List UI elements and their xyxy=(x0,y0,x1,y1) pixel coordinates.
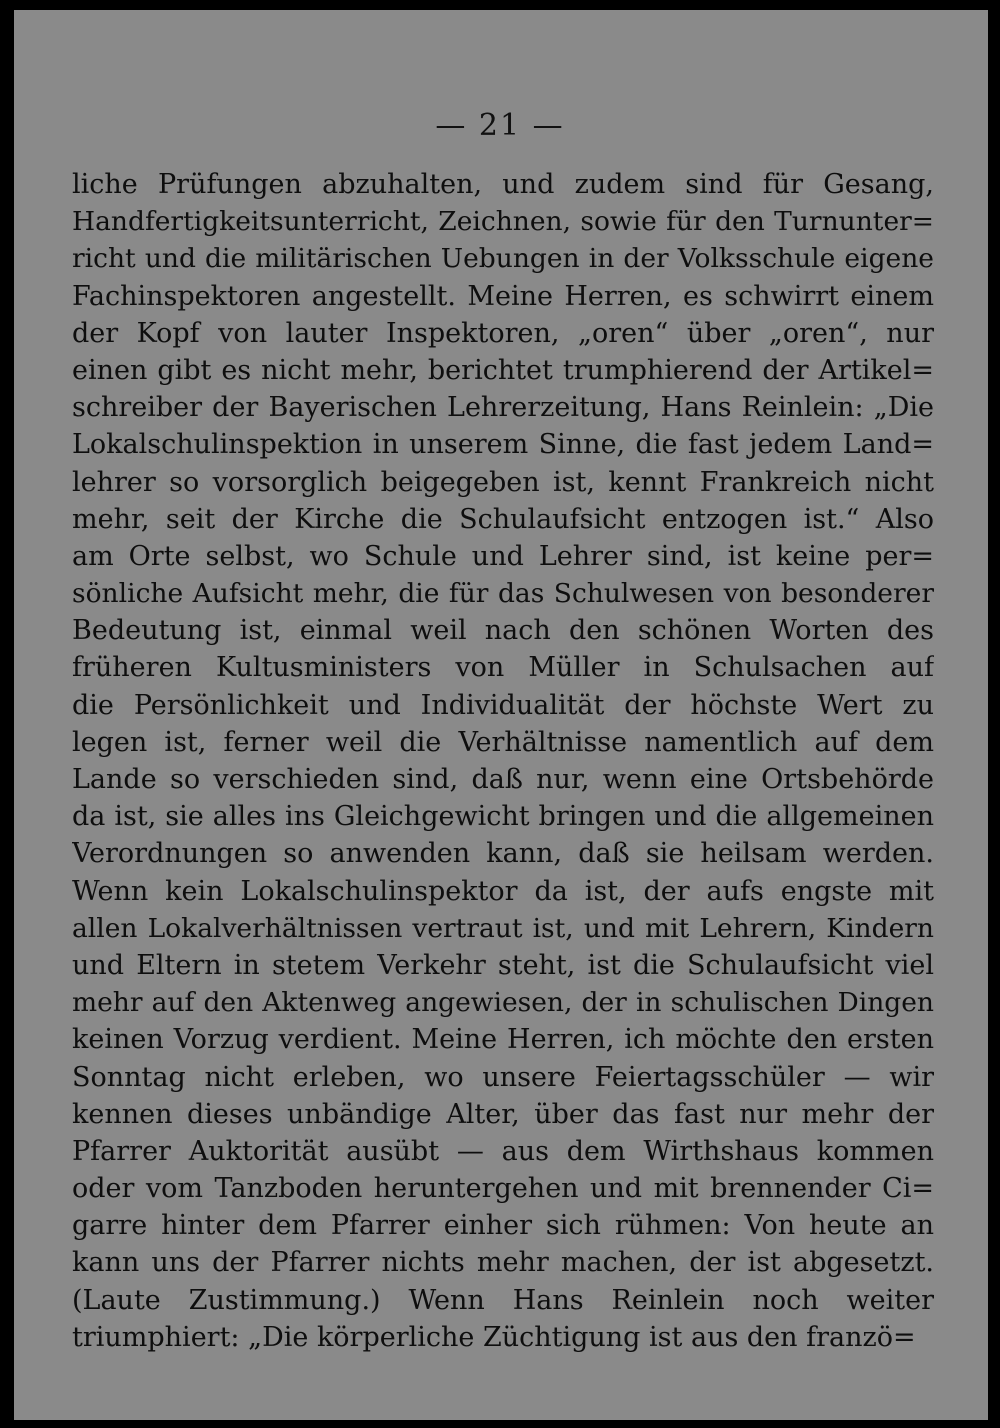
text-line: am Orte selbst, wo Schule und Lehrer sind, ist keine per= xyxy=(72,540,934,572)
text-line: garre hinter dem Pfarrer einher sich rühmen: Von heute an xyxy=(72,1210,934,1242)
text-line: Sonntag nicht erleben, wo unsere Feiertagsschüler — wir xyxy=(72,1061,934,1093)
text-line: allen Lokalverhältnissen vertraut ist, und mit Lehrern, Kindern xyxy=(72,912,934,944)
text-line: Pfarrer Auktorität ausübt — aus dem Wirthshaus kommen xyxy=(72,1135,934,1167)
text-line: mehr auf den Aktenweg angewiesen, der in schulischen Dingen xyxy=(72,987,934,1019)
text-line: Lande so verschieden sind, daß nur, wenn eine Ortsbehörde xyxy=(72,764,934,795)
text-line: (Laute Zustimmung.) Wenn Hans Reinlein noch weiter xyxy=(72,1284,934,1316)
text-line: da ist, sie alles ins Gleichgewicht bringen und die allgemeinen xyxy=(72,801,934,833)
text-line: früheren Kultusministers von Müller in Schulsachen auf xyxy=(72,652,934,684)
text-line: sönliche Aufsicht mehr, die für das Schulwesen von besonderer xyxy=(72,578,934,610)
text-line: Handfertigkeitsunterricht, Zeichnen, sowie für den Turnunter= xyxy=(72,206,934,238)
text-line: und Eltern in stetem Verkehr steht, ist die Schulaufsicht viel xyxy=(72,949,934,981)
text-line: keinen Vorzug verdient. Meine Herren, ich möchte den ersten xyxy=(72,1024,934,1056)
text-line: oder vom Tanzboden heruntergehen und mit brennender Ci= xyxy=(72,1173,934,1205)
text-line: schreiber der Bayerischen Lehrerzeitung, Hans Reinlein: „Die xyxy=(72,392,934,424)
text-line: einen gibt es nicht mehr, berichtet trumphierend der Artikel= xyxy=(72,354,934,386)
text-line: liche Prüfungen abzuhalten, und zudem sind für Gesang, xyxy=(72,169,934,200)
text-line: richt und die militärischen Uebungen in der Volksschule eigene xyxy=(72,243,934,275)
text-line: kann uns der Pfarrer nichts mehr machen, der ist abgesetzt. xyxy=(72,1247,934,1279)
text-line: der Kopf von lauter Inspektoren, „oren“ über „oren“, nur xyxy=(72,317,934,349)
text-line: triumphiert: „Die körperliche Züchtigung ist aus den franzö= xyxy=(72,1321,916,1353)
text-line: Wenn kein Lokalschulinspektor da ist, der aufs engste mit xyxy=(72,875,934,907)
text-line: Fachinspektoren angestellt. Meine Herren, es schwirrt einem xyxy=(72,280,934,312)
text-line: mehr, seit der Kirche die Schulaufsicht entzogen ist.“ Also xyxy=(72,503,934,535)
text-line: kennen dieses unbändige Alter, über das fast nur mehr der xyxy=(72,1098,934,1130)
text-line: Lokalschulinspektion in unserem Sinne, die fast jedem Land= xyxy=(72,429,934,461)
text-line: Verordnungen so anwenden kann, daß sie heilsam werden. xyxy=(72,838,934,870)
text-line: lehrer so vorsorglich beigegeben ist, kennt Frankreich nicht xyxy=(72,466,934,498)
text-line: die Persönlichkeit und Individualität der höchste Wert zu xyxy=(72,689,934,721)
body-text xyxy=(72,166,934,1356)
text-line: legen ist, ferner weil die Verhältnisse namentlich auf dem xyxy=(72,726,934,758)
text-line: Bedeutung ist, einmal weil nach den schönen Worten des xyxy=(72,615,934,647)
page-number: — 21 — xyxy=(435,108,565,143)
